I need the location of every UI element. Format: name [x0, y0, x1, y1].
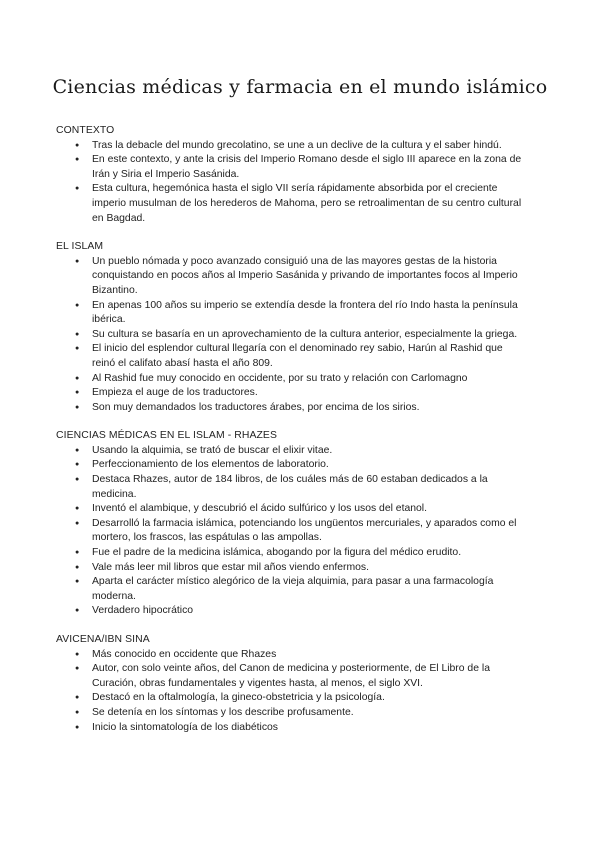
list-item: ● Destaca Rhazes, autor de 184 libros, de los cuáles más de 60 estaban dedicados a la medicina.	[56, 473, 526, 502]
list-item: ● Inventó el alambique, y descubrió el ácido sulfúrico y los usos del etanol.	[56, 502, 526, 517]
section-ciencias-medicas-en-el-islam-rhazes	[56, 429, 526, 619]
bullet-list	[56, 444, 526, 619]
list-item: ● Destacó en la oftalmología, la gineco-obstetricia y la psicología.	[56, 691, 526, 706]
list-item: ● Autor, con solo veinte años, del Canon de medicina y posteriormente, de El Libro de la Curación, obras fundamentales y vigentes hasta, al menos, el siglo XVI.	[56, 662, 526, 691]
list-item: ● Esta cultura, hegemónica hasta el siglo VII sería rápidamente absorbida por el creciente imperio musulman de los herederos de Mahoma, pero se retroalimentan de su centro cultural en Bagdad.	[56, 182, 526, 226]
section-heading: CONTEXTO	[56, 125, 115, 136]
list-item: ● En este contexto, y ante la crisis del Imperio Romano desde el siglo III aparece en la zona de Irán y Siria el Imperio Sasánida.	[56, 153, 526, 182]
bullet-list	[56, 255, 526, 416]
list-item: ● Empieza el auge de los traductores.	[56, 386, 526, 401]
section-contexto	[56, 124, 526, 226]
bullet-list	[56, 139, 526, 227]
document-body	[56, 124, 526, 749]
list-item: ● Desarrolló la farmacia islámica, potenciando los ungüentos mercuriales, y aparados como el mortero, los frascos, las espátulas o las ampollas.	[56, 517, 526, 546]
section-heading: AVICENA/IBN SINA	[56, 634, 150, 645]
section-el-islam	[56, 240, 526, 415]
list-item: ● Aparta el carácter místico alegórico de la vieja alquimia, para pasar a una farmacología moderna.	[56, 575, 526, 604]
list-item: ● Tras la debacle del mundo grecolatino, se une a un declive de la cultura y el saber hindú.	[56, 139, 526, 154]
list-item: ● Más conocido en occidente que Rhazes	[56, 648, 526, 663]
list-item: ● Verdadero hipocrático	[56, 604, 526, 619]
list-item: ● El inicio del esplendor cultural llegaría con el denominado rey sabio, Harún al Rashid que reinó el califato abasí hasta el año 809.	[56, 342, 526, 371]
section-heading: CIENCIAS MÉDICAS EN EL ISLAM - RHAZES	[56, 430, 277, 442]
list-item: ● Inicio la sintomatología de los diabéticos	[56, 721, 526, 736]
list-item: ● Un pueblo nómada y poco avanzado consiguió una de las mayores gestas de la historia conquistando en pocos años al Imperio Sasánida y privando de importantes focos al Imperio Bizantino.	[56, 255, 526, 299]
list-item: ● Vale más leer mil libros que estar mil años viendo enfermos.	[56, 561, 526, 576]
bullet-list	[56, 648, 526, 736]
list-item: ● Fue el padre de la medicina islámica, abogando por la figura del médico erudito.	[56, 546, 526, 561]
page-title: Ciencias médicas y farmacia en el mundo islámico	[52, 76, 548, 98]
list-item: ● Al Rashid fue muy conocido en occidente, por su trato y relación con Carlomagno	[56, 372, 526, 387]
list-item: ● Son muy demandados los traductores árabes, por encima de los sirios.	[56, 401, 526, 416]
list-item: ● Usando la alquimia, se trató de buscar el elixir vitae.	[56, 444, 526, 459]
section-avicena-ibn-sina	[56, 633, 526, 735]
list-item: ● Perfeccionamiento de los elementos de laboratorio.	[56, 458, 526, 473]
list-item: ● Se detenía en los síntomas y los describe profusamente.	[56, 706, 526, 721]
list-item: ● En apenas 100 años su imperio se extendía desde la frontera del río Indo hasta la península ibérica.	[56, 299, 526, 328]
section-heading: EL ISLAM	[56, 241, 104, 253]
list-item: ● Su cultura se basaría en un aprovechamiento de la cultura anterior, especialmente la griega.	[56, 328, 526, 343]
